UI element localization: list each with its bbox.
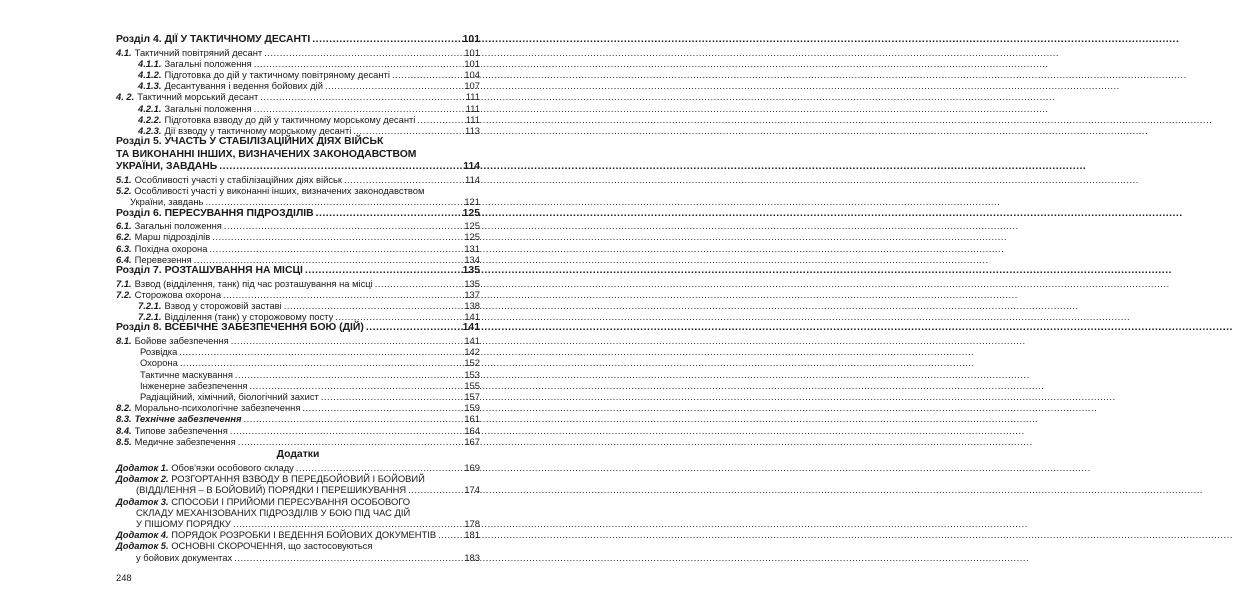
toc-entry-page: 131 (464, 242, 480, 254)
toc-entry-title (138, 300, 282, 311)
toc-entry-title (138, 311, 333, 322)
toc-entry-text: Підготовка до дій у тактичному повітряному десанті (164, 69, 390, 80)
toc-entry-number: 4.2.2. (138, 113, 162, 125)
toc-entry-text: Розділ 6. ПЕРЕСУВАННЯ ПІДРОЗДІЛІВ (116, 207, 314, 219)
annex-last-row (116, 518, 480, 529)
toc-entry-title (138, 114, 415, 125)
toc-entry-number: 8.2. (116, 402, 132, 414)
toc-entry-text: Тактичне маскування (140, 368, 233, 380)
dot-leader (231, 335, 460, 346)
toc-entry-page: 141 (462, 322, 480, 334)
toc-entry-page: 164 (464, 424, 480, 436)
toc-entry-text: Тактичний повітряний десант (134, 46, 263, 58)
annex-entry (116, 473, 480, 495)
toc-entry-text: Морально-психологічне забезпечення (134, 402, 301, 414)
annex-label: Додаток 2. (116, 473, 169, 485)
toc-entry-title (116, 91, 258, 102)
toc-entry-row (116, 346, 480, 357)
toc-entry-title (138, 80, 323, 91)
dot-leader (312, 34, 460, 47)
toc-entry-title (140, 391, 319, 402)
toc-entry-page: 107 (464, 80, 480, 92)
page-number: 248 (116, 572, 132, 583)
toc-entry-page: 113 (465, 125, 480, 137)
toc-entry-row (116, 278, 480, 289)
dot-leader (212, 231, 460, 242)
dot-leader (209, 243, 460, 254)
dot-leader (254, 103, 460, 114)
dot-leader (325, 80, 460, 91)
toc-entry-title (116, 402, 300, 413)
toc-entry-number: 8.1. (116, 335, 132, 347)
toc-entry-row (116, 114, 480, 125)
toc-entry-title (140, 346, 177, 357)
toc-entry-text: Особливості участі у стабілізаційних діях військ (134, 174, 342, 185)
dot-leader (375, 278, 460, 289)
toc-entry-title (138, 103, 252, 114)
toc-entry-title (140, 357, 178, 368)
annex-heading: Додатки (276, 449, 320, 461)
dot-leader (264, 47, 460, 58)
section-5-line-3-row (116, 161, 480, 174)
annex-label: Додаток 5. (116, 540, 169, 552)
annex-page: 178 (464, 518, 480, 530)
section-5-line-3: УКРАЇНИ, ЗАВДАНЬ (116, 161, 218, 173)
dot-leader (235, 369, 460, 380)
toc-entry-number: 4.1.2. (138, 69, 162, 80)
annex-page: 169 (464, 462, 480, 474)
toc-entry-title (116, 265, 303, 278)
toc-entry-page: 161 (464, 413, 480, 425)
toc-entry-title (116, 322, 364, 335)
annex-entry (116, 540, 480, 562)
toc-entry-page: 138 (464, 300, 480, 312)
dot-leader (305, 265, 460, 278)
annex-last-row (116, 529, 480, 540)
toc-entry-page: 152 (464, 357, 480, 369)
toc-entry-text: Марш підрозділів (134, 231, 211, 243)
dot-leader (205, 196, 460, 207)
toc-entry-page: 104 (464, 69, 480, 80)
annex-last-row (116, 552, 480, 563)
toc-entry-title (138, 69, 390, 80)
toc-entry-page: 111 (465, 91, 480, 103)
toc-entry-title (116, 413, 242, 424)
toc-section-5 (116, 136, 480, 174)
annex-text-line: у бойових документах (136, 551, 233, 563)
toc-entry-number: 6.3. (116, 242, 132, 254)
toc-entry-text: Підготовка взводу до дій у тактичному морському десанті (164, 113, 416, 125)
toc-entry-page: 157 (464, 391, 480, 403)
toc-entry-text: Перевезення (134, 253, 192, 265)
dot-leader (392, 69, 460, 80)
toc-entry-page: 141 (464, 311, 480, 323)
dot-leader (353, 125, 460, 136)
toc-entry-text: Технічне забезпечення (134, 413, 242, 425)
toc-entry-number: 7.2.1. (138, 311, 162, 323)
annex-text-line: СКЛАДУ МЕХАНІЗОВАНИХ ПІДРОЗДІЛІВ У БОЮ ПІД ЧАС ДІЙ (136, 506, 411, 518)
toc-entry-text: Охорона (140, 357, 178, 369)
toc-entry-title (116, 335, 229, 346)
toc-item-5-2 (116, 185, 480, 207)
dot-leader (244, 413, 460, 424)
toc-entry-number: 4. 2. (116, 91, 135, 103)
toc-entry-title (116, 47, 262, 58)
annex-text-line: ПОРЯДОК РОЗРОБКИ І ВЕДЕННЯ БОЙОВИХ ДОКУМЕНТІВ (171, 529, 437, 541)
section-5-line-2: ТА ВИКОНАННІ ІНШИХ, ВИЗНАЧЕНИХ ЗАКОНОДАВСТВОМ (116, 148, 417, 160)
toc-entry-page: 135 (464, 277, 480, 289)
annex-text-line: РОЗГОРТАННЯ ВЗВОДУ В ПЕРЕДБОЙОВИЙ І БОЙОВИЙ (171, 473, 425, 485)
annex-entry (116, 496, 480, 530)
annex-text-line: ОСНОВНІ СКОРОЧЕННЯ, що застосовуються (171, 540, 373, 552)
dot-leader (223, 289, 460, 300)
toc-entry-page: 135 (462, 265, 480, 277)
dot-leader (417, 114, 460, 125)
toc-entry-page: 142 (464, 346, 480, 358)
dot-leader (219, 161, 460, 174)
toc-entry-title (116, 220, 222, 231)
toc-entry-row (116, 335, 480, 346)
toc-entry-number: 7.2. (116, 288, 132, 300)
dot-leader (254, 58, 460, 69)
toc-entry-text: Розділ 7. РОЗТАШУВАННЯ НА МІСЦІ (116, 265, 303, 277)
toc-entry-row (116, 231, 480, 242)
table-of-contents (116, 34, 480, 563)
annex-label: Додаток 1. (116, 462, 169, 474)
dot-leader (344, 174, 460, 185)
toc-section-row (116, 265, 480, 278)
toc-entry-row (116, 413, 480, 424)
toc-entry-text: Дії взводу у тактичному морському десанті (164, 125, 352, 137)
toc-entry-number: 4.1.1. (138, 57, 162, 69)
toc-entry-title (140, 369, 233, 380)
toc-entry-page: 101 (462, 34, 480, 45)
toc-entry-text: Взвод у сторожовій заставі (164, 300, 282, 312)
toc-entry-title (116, 243, 207, 254)
toc-entry-text: Похідна охорона (134, 242, 208, 254)
annex-page: 181 (464, 529, 480, 541)
annex-entry (116, 529, 480, 540)
annex-text-line: СПОСОБИ І ПРИЙОМИ ПЕРЕСУВАННЯ ОСОБОВОГО (171, 495, 411, 507)
dot-leader (238, 436, 460, 447)
dot-leader (316, 208, 460, 221)
toc-entry-number: 7.1. (116, 277, 132, 289)
toc-entry-text: Тактичний морський десант (137, 91, 259, 103)
annex-last-row (116, 484, 480, 495)
annex-label: Додаток 4. (116, 529, 169, 541)
toc-entry-title (116, 231, 210, 242)
toc-entry-number: 4.2.3. (138, 125, 162, 137)
toc-entry-page: 114 (465, 174, 480, 185)
toc-entry-page: 101 (464, 46, 480, 58)
dot-leader (233, 518, 460, 529)
toc-entry-text: Розвідка (140, 346, 178, 358)
dot-leader (335, 311, 460, 322)
toc-entry-text: Бойове забезпечення (134, 335, 229, 347)
toc-entry-title (116, 289, 221, 300)
toc-entry-title (138, 58, 252, 69)
toc-entry-text: Розділ 4. ДІЇ У ТАКТИЧНОМУ ДЕСАНТІ (116, 34, 311, 45)
toc-entry-title (138, 125, 351, 136)
toc-entry-title (116, 254, 192, 265)
toc-entry-text: Загальні положення (164, 102, 252, 114)
dot-leader (224, 220, 460, 231)
toc-entry-text: Загальні положення (164, 57, 252, 69)
item-5-2-line-2-row (116, 196, 480, 207)
toc-entry-text: Медичне забезпечення (134, 435, 236, 447)
item-5-2-line-2: України, завдань (130, 196, 204, 208)
toc-entry-page: 153 (464, 368, 480, 380)
toc-entry-row (116, 425, 480, 436)
toc-entry-page: 167 (464, 435, 480, 447)
dot-leader (179, 346, 460, 357)
toc-entry-page: 137 (464, 288, 480, 300)
toc-entry-row (116, 402, 480, 413)
dot-leader (366, 322, 460, 335)
toc-entry-page: 134 (464, 253, 480, 265)
dot-leader (321, 391, 460, 402)
toc-entry-page: 125 (462, 207, 480, 219)
toc-entry-row (116, 58, 480, 69)
toc-entry-title (116, 425, 228, 436)
dot-leader (194, 254, 460, 265)
toc-entry-page: 141 (464, 335, 480, 347)
dot-leader (302, 402, 460, 413)
toc-section-row (116, 208, 480, 221)
toc-entry-title (116, 278, 373, 289)
toc-entry-number: 4.2.1. (138, 102, 162, 114)
toc-entry-row (116, 436, 480, 447)
toc-entry-row (116, 357, 480, 368)
toc-entry-number: 6.1. (116, 220, 132, 232)
dot-leader (438, 529, 460, 540)
dot-leader (180, 357, 460, 368)
toc-block-section-4 (116, 34, 480, 136)
annex-label: Додаток 3. (116, 495, 169, 507)
annex-list (116, 462, 480, 563)
dot-leader (284, 300, 460, 311)
item-5-2-line-1: Особливості участі у виконанні інших, визначених законодавством (134, 185, 425, 197)
toc-entry-page: 111 (465, 113, 480, 125)
toc-entry-number: 4.1. (116, 46, 132, 58)
toc-entry-page: 101 (464, 57, 480, 69)
annex-page: 174 (464, 484, 480, 496)
toc-entry-row (116, 289, 480, 300)
toc-entry-page: 111 (465, 102, 480, 114)
toc-entry-text: Відділення (танк) у сторожовому посту (164, 311, 334, 323)
toc-entry-row (116, 369, 480, 380)
toc-entry-number: 8.5. (116, 435, 132, 447)
dot-leader (296, 462, 460, 473)
toc-entry-number: 6.4. (116, 253, 132, 265)
dot-leader (234, 552, 460, 563)
toc-entry-number: 8.3. (116, 413, 132, 425)
toc-entry-number: 8.4. (116, 424, 132, 436)
toc-entry-row (116, 311, 480, 322)
section-5-page: 114 (463, 161, 480, 173)
dot-leader (408, 484, 460, 495)
toc-entry-row (116, 103, 480, 114)
dot-leader (260, 91, 460, 102)
toc-entry-text: Радіаційний, хімічний, біологічний захист (140, 391, 319, 403)
dot-leader (249, 380, 460, 391)
toc-entry-title (140, 380, 247, 391)
toc-entry-text: Взвод (відділення, танк) під час розташування на місці (134, 277, 373, 289)
toc-entry-row (116, 69, 480, 80)
annex-text-line: У ПІШОМУ ПОРЯДКУ (136, 518, 231, 530)
toc-entry-number: 5.1. (116, 174, 132, 185)
section-5-line-1: Розділ 5. УЧАСТЬ У СТАБІЛІЗАЦІЙНИХ ДІЯХ ВІЙСЬК (116, 136, 384, 148)
toc-entry-row (116, 80, 480, 91)
toc-entry-row (116, 243, 480, 254)
dot-leader (230, 425, 460, 436)
toc-entry-row (116, 91, 480, 102)
toc-entry-number: 7.2.1. (138, 300, 162, 312)
toc-entry-page: 155 (464, 379, 480, 391)
toc-entry-text: Типове забезпечення (134, 424, 228, 436)
toc-entry-row (116, 125, 480, 136)
toc-entry-page: 125 (464, 231, 480, 243)
annex-last-row (116, 462, 480, 473)
annex-text-line: (ВІДДІЛЕННЯ – В БОЙОВИЙ) ПОРЯДКИ І ПЕРЕШИКУВАННЯ (136, 484, 407, 496)
item-5-2-num: 5.2. (116, 185, 132, 197)
annex-text-line: Обов'язки особового складу (171, 462, 294, 474)
toc-entry-text: Десантування і ведення бойових дій (164, 80, 323, 92)
toc-entry-number: 6.2. (116, 231, 132, 243)
annex-page: 183 (464, 551, 480, 563)
item-5-2-page: 121 (464, 196, 480, 208)
toc-entry-text: Загальні положення (134, 220, 222, 232)
toc-entry-row (116, 300, 480, 311)
toc-entry-text: Інженерне забезпечення (140, 379, 248, 391)
toc-entry-title (116, 34, 310, 47)
toc-entry-title (116, 208, 314, 221)
toc-entry-row (116, 380, 480, 391)
toc-entry-row (116, 174, 480, 185)
toc-entry-page: 159 (464, 402, 480, 414)
toc-entry-row (116, 220, 480, 231)
toc-section-row (116, 322, 480, 335)
toc-entry-row (116, 254, 480, 265)
toc-section-row (116, 34, 480, 47)
annex-entry (116, 462, 480, 473)
toc-entry-text: Розділ 8. ВСЕБІЧНЕ ЗАБЕЗПЕЧЕННЯ БОЮ (ДІЙ) (116, 322, 364, 334)
toc-block-section-5-items (116, 174, 480, 185)
toc-entry-title (116, 174, 342, 185)
book-page (0, 0, 600, 600)
toc-entry-page: 125 (464, 220, 480, 232)
toc-block-sections-6-8 (116, 208, 480, 447)
toc-entry-title (116, 436, 236, 447)
toc-entry-number: 4.1.3. (138, 80, 162, 92)
toc-entry-text: Сторожова охорона (134, 288, 222, 300)
toc-entry-row (116, 47, 480, 58)
toc-entry-row (116, 391, 480, 402)
